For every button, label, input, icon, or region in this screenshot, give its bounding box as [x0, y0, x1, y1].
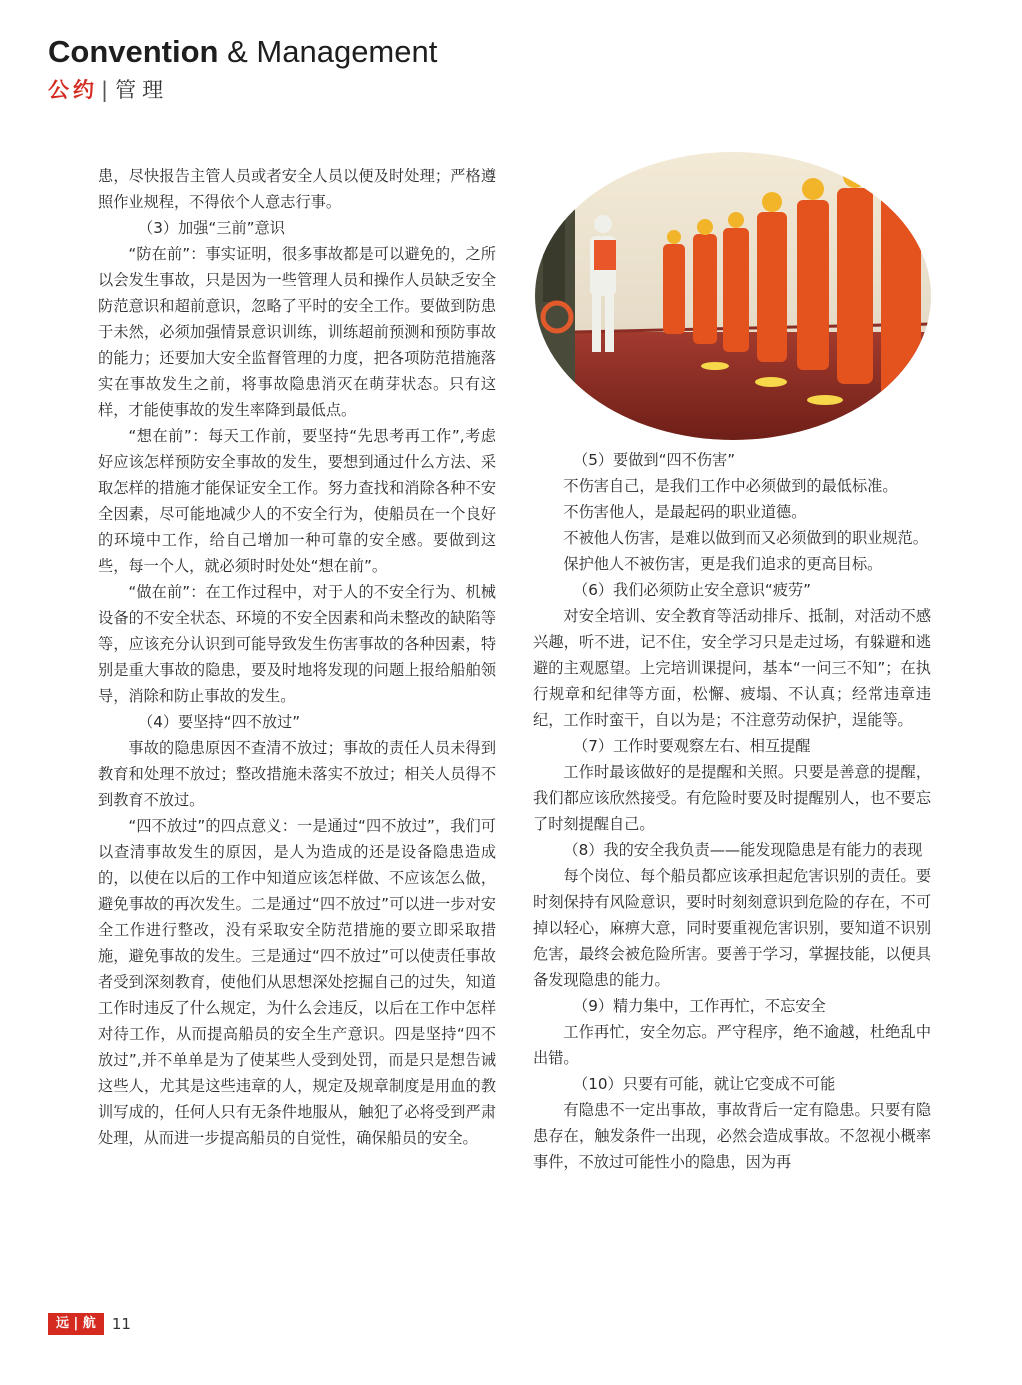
paragraph: “四不放过”的四点意义：一是通过“四不放过”，我们可以查清事故发生的原因，是人为造成的还是设备隐患造成的，以使在以后的工作中知道应该怎样做、不应该怎么做，避免事故的再次发生。二是通过“四不放过”可以进一步对安全工作进行整改，没有采取安全防范措施的要立即采取措施，避免事故的发生。三是通过“四不放过”可以使责任事故者受到深刻教育，使他们从思想深处挖掘自己的过失，知道工作时违反了什么规定，为什么会违反，以后在工作中怎样对待工作，从而提高船员的安全生产意识。四是坚持“四不放过”,并不单单是为了使某些人受到处罚，而是只是想告诫这些人，尤其是这些违章的人，规定及规章制度是用血的教训写成的，任何人只有无条件地服从，触犯了必将受到严肃处理，从而进一步提高船员的自觉性，确保船员的安全。 — [98, 817, 496, 1147]
paragraph: 有隐患不一定出事故，事故背后一定有隐患。只要有隐患存在，触发条件一出现，必然会造成事故。不忽视小概率事件，不放过可能性小的隐患，因为再 — [533, 1101, 931, 1171]
paragraph: 保护他人不被伤害，更是我们追求的更高目标。 — [563, 555, 883, 573]
paragraph: 每个岗位、每个船员都应该承担起危害识别的责任。要时刻保持有风险意识，要时时刻刻意识到危险的存在，不可掉以轻心，麻痹大意，同时要重视危害识别，要知道不识别危害，最终会被危险所害。要善于学习，掌握技能，以便具备发现隐患的能力。 — [533, 867, 931, 989]
title-en-bold: Convention — [48, 34, 219, 69]
paragraph: 工作再忙，安全勿忘。严守程序，绝不逾越，杜绝乱中出错。 — [533, 1023, 931, 1067]
subheading: （9）精力集中，工作再忙，不忘安全 — [573, 997, 826, 1015]
page-number: 11 — [111, 1315, 131, 1333]
paragraph: 对安全培训、安全教育等活动排斥、抵制，对活动不感兴趣，听不进，记不住，安全学习只是走过场，有躲避和逃避的主观愿望。上完培训课提问，基本“一问三不知”；在执行规章和纪律等方面，松懈、疲塌、不认真；经常违章违纪，工作时蛮干，自以为是；不注意劳动保护，逞能等。 — [533, 607, 931, 729]
paragraph: 不伤害自己，是我们工作中必须做到的最低标准。 — [563, 477, 898, 495]
subheading: （10）只要有可能，就让它变成不可能 — [573, 1075, 836, 1093]
right-text-column — [533, 447, 931, 1175]
paragraph: 患，尽快报告主管人员或者安全人员以便及时处理；严格遵照作业规程，不得依个人意志行事。 — [98, 167, 496, 211]
paragraph: 不伤害他人，是最起码的职业道德。 — [563, 503, 807, 521]
title-cn-separator: | — [101, 78, 109, 102]
subheading: （3）加强“三前”意识 — [138, 219, 285, 237]
section-title-chinese — [48, 76, 437, 104]
photo-illustration — [535, 152, 931, 440]
title-cn-gray: 管理 — [115, 78, 170, 102]
paragraph: 事故的隐患原因不查清不放过；事故的责任人员未得到教育和处理不放过；整改措施未落实不放过；相关人员得不到教育不放过。 — [98, 739, 496, 809]
subheading: （6）我们必须防止安全意识“疲劳” — [573, 581, 812, 599]
paragraph: 不被他人伤害，是难以做到而又必须做到的职业规范。 — [563, 529, 928, 547]
page-header — [48, 32, 437, 104]
subheading: （5）要做到“四不伤害” — [573, 451, 736, 469]
crew-photo — [535, 152, 931, 440]
paragraph: 工作时最该做好的是提醒和关照。只要是善意的提醒，我们都应该欣然接受。有危险时要及时提醒别人，也不要忘了时刻提醒自己。 — [533, 763, 931, 833]
subheading: （8）我的安全我负责——能发现隐患是有能力的表现 — [563, 841, 923, 859]
section-title-english — [48, 32, 437, 72]
left-text-column — [98, 163, 496, 1151]
paragraph: “做在前”：在工作过程中，对于人的不安全行为、机械设备的不安全状态、环境的不安全因素和尚未整改的缺陷等等，应该充分认识到可能导致发生伤害事故的各种因素，特别是重大事故的隐患，要及时地将发现的问题上报给船舶领导，消除和防止事故的发生。 — [98, 583, 496, 705]
subheading: （4）要坚持“四不放过” — [138, 713, 301, 731]
page-footer — [48, 1312, 131, 1336]
subheading: （7）工作时要观察左右、相互提醒 — [573, 737, 811, 755]
title-en-rest: & Management — [218, 34, 438, 69]
title-cn-red: 公约 — [48, 78, 98, 102]
paragraph: “防在前”：事实证明，很多事故都是可以避免的，之所以会发生事故，只是因为一些管理人员和操作人员缺乏安全防范意识和超前意识，忽略了平时的安全工作。要做到防患于未然，必须加强情景意识训练，训练超前预测和预防事故的能力；还要加大安全监督管理的力度，把各项防范措施落实在事故发生之前，将事故隐患消灭在萌芽状态。只有这样，才能使事故的发生率降到最低点。 — [98, 245, 496, 419]
magazine-tag: 远 | 航 — [48, 1313, 104, 1335]
paragraph: “想在前”：每天工作前，要坚持“先思考再工作”,考虑好应该怎样预防安全事故的发生，要想到通过什么方法、采取怎样的措施才能保证安全工作。努力查找和消除各种不安全因素，尽可能地减少人的不安全行为，使船员在一个良好的环境中工作，给自己增加一种可靠的安全感。要做到这些，每一个人，就必须时时处处“想在前”。 — [98, 427, 496, 575]
